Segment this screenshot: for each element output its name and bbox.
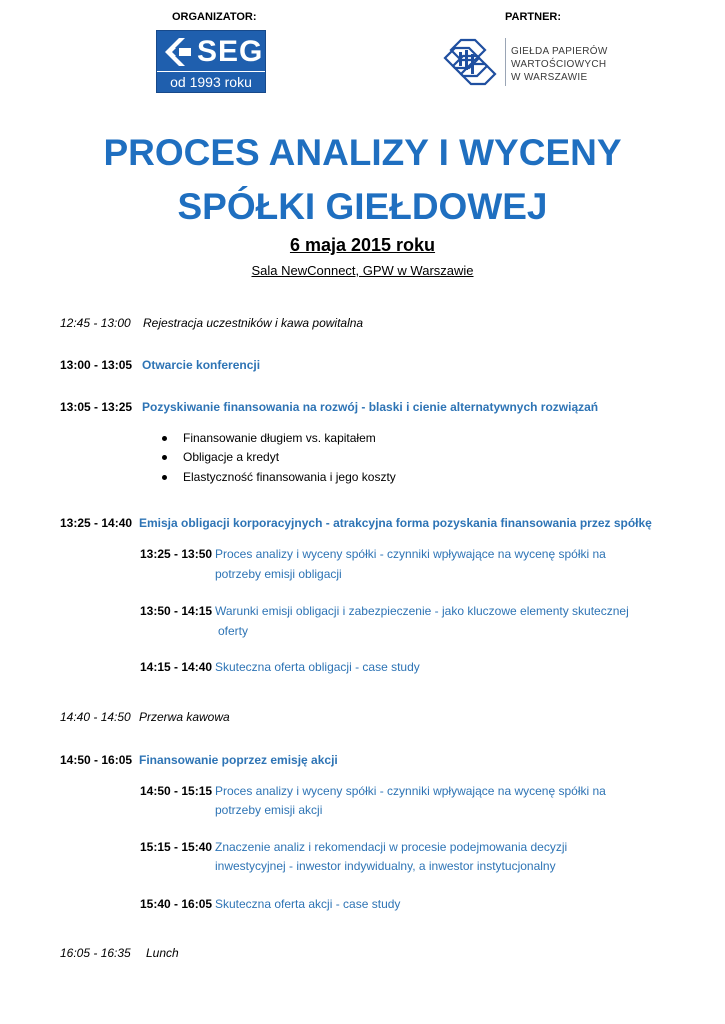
seg-logo-since: od 1993 roku [170, 74, 252, 90]
gpw-divider [505, 38, 506, 86]
agenda-time-bonds: 13:25 - 14:40 [60, 516, 133, 530]
event-date: 6 maja 2015 roku [289, 235, 436, 255]
seg-logo-name: SEG [197, 35, 264, 68]
agenda-item-break: Przerwa kawowa [139, 710, 230, 724]
seg-arrow-icon [163, 35, 195, 69]
session-title-line2: inwestycyjnej - inwestor indywidualny, a inwestor instytucjonalny [215, 859, 556, 873]
gpw-name-line1: GIEŁDA PAPIERÓW [511, 46, 608, 57]
session-time: 15:15 - 15:40 [140, 840, 213, 854]
gpw-emblem-icon [441, 38, 497, 88]
agenda-time-lunch: 16:05 - 16:35 [60, 946, 131, 960]
organizer-label: ORGANIZATOR: [172, 11, 257, 23]
agenda-item-opening: Otwarcie konferencji [142, 358, 261, 372]
bullet-icon [162, 436, 167, 441]
seg-divider [157, 71, 265, 72]
agenda-item-registration: Rejestracja uczestników i kawa powitalna [143, 316, 364, 330]
session-title-line2: potrzeby emisji obligacji [215, 567, 342, 581]
session-time: 15:40 - 16:05 [140, 897, 213, 911]
session-title-line2: oferty [218, 624, 249, 638]
agenda-item-shares: Finansowanie poprzez emisję akcji [139, 753, 338, 767]
gpw-name-line3: W WARSZAWIE [511, 72, 588, 83]
gpw-name-line2: WARTOŚCIOWYCH [511, 59, 607, 70]
agenda-item-financing: Pozyskiwanie finansowania na rozwój - blaski i cienie alternatywnych rozwiązań [142, 400, 599, 414]
session-title-line1: Proces analizy i wyceny spółki - czynniki wpływające na wycenę spółki na [215, 547, 606, 561]
bullet-icon [162, 455, 167, 460]
page-title-line1: PROCES ANALIZY I WYCENY [103, 132, 622, 173]
session-title-line1: Proces analizy i wyceny spółki - czynniki wpływające na wycenę spółki na [215, 784, 606, 798]
agenda-item-lunch: Lunch [146, 946, 179, 960]
session-time: 14:15 - 14:40 [140, 660, 213, 674]
bullet-icon [162, 475, 167, 480]
session-title-line1: Skuteczna oferta obligacji - case study [215, 660, 420, 674]
agenda-item-bonds: Emisja obligacji korporacyjnych - atrakcyjna forma pozyskania finansowania przez spółkę [139, 516, 652, 530]
session-time: 13:25 - 13:50 [140, 547, 213, 561]
agenda-time-opening: 13:00 - 13:05 [60, 358, 133, 372]
session-title-line2: potrzeby emisji akcji [215, 803, 323, 817]
session-title-line1: Warunki emisji obligacji i zabezpieczenie - jako kluczowe elementy skutecznej [215, 604, 629, 618]
gpw-logo [441, 38, 641, 88]
seg-logo [156, 30, 266, 93]
agenda-time-shares: 14:50 - 16:05 [60, 753, 133, 767]
session-title-line1: Znaczenie analiz i rekomendacji w procesie podejmowania decyzji [215, 840, 568, 854]
session-time: 14:50 - 15:15 [140, 784, 213, 798]
partner-label: PARTNER: [505, 11, 562, 23]
session-title-line1: Skuteczna oferta akcji - case study [215, 897, 401, 911]
agenda-time-financing: 13:05 - 13:25 [60, 400, 133, 414]
session-time: 13:50 - 14:15 [140, 604, 213, 618]
agenda-time-registration: 12:45 - 13:00 [60, 316, 131, 330]
event-venue: Sala NewConnect, GPW w Warszawie [251, 263, 474, 278]
page-title-line2: SPÓŁKI GIEŁDOWEJ [177, 186, 548, 227]
agenda-time-break: 14:40 - 14:50 [60, 710, 131, 724]
